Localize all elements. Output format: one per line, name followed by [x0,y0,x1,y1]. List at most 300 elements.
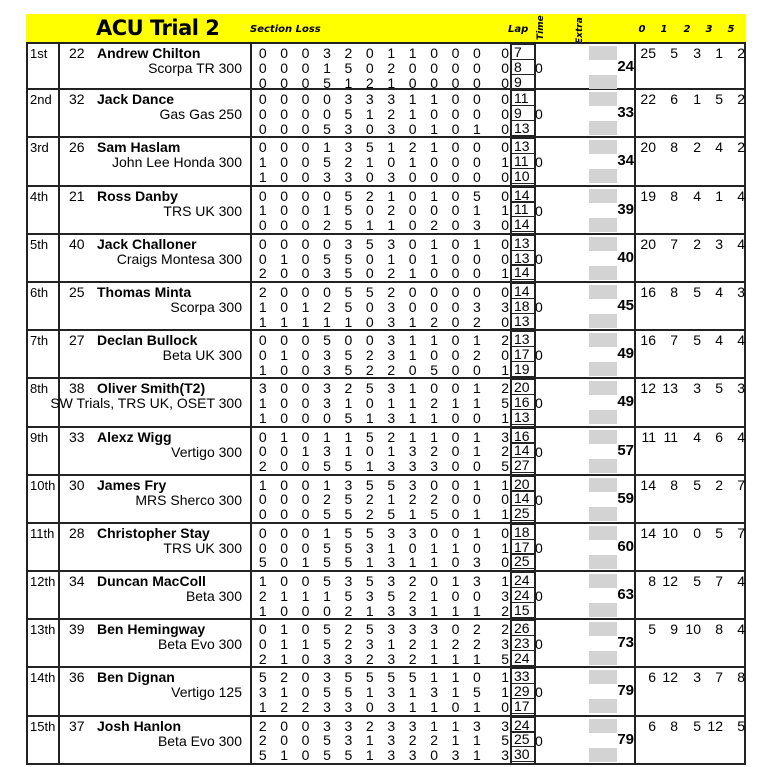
lap-scores-row [252,718,510,734]
lap-totals [510,428,536,474]
tally-count: 8 [670,139,678,156]
section-score: 1 [501,154,510,171]
section-score: 1 [473,443,481,460]
section-score: 2 [501,380,510,397]
section-score: 3 [365,91,374,108]
rider-row [26,668,746,716]
section-score: 5 [344,539,353,556]
section-score: 0 [451,621,460,638]
section-score: 5 [387,506,396,523]
lap-total: 23 [512,635,535,651]
section-score: 3 [387,650,396,667]
section-score: 2 [365,74,374,91]
lap-scores-row [252,217,510,233]
lap-total: 27 [512,457,535,473]
lap-totals [510,572,536,618]
lap-totals [510,379,536,425]
position: 3rd [28,138,60,184]
rider-row [26,235,746,283]
lap-scores-row [252,603,510,619]
section-score: 5 [365,380,374,397]
section-score: 1 [387,187,396,204]
section-score: 1 [430,139,438,156]
lap-scores-row [252,554,510,570]
section-score: 0 [501,235,510,252]
section-score: 5 [323,120,331,137]
section-score: 5 [344,491,353,508]
section-score: 3 [387,380,396,397]
section-score: 1 [387,250,396,267]
section-score: 1 [451,684,460,701]
section-score: 5 [344,59,353,76]
section-score: 0 [301,168,310,185]
lap-total: 9 [512,74,535,90]
lap-scores-row [252,573,510,589]
tally-count: 5 [648,621,656,638]
total-score: 34 [617,152,634,170]
section-score: 5 [323,684,331,701]
section-score: 2 [387,283,396,300]
section-score: 0 [501,699,510,716]
section-score: 1 [365,217,374,234]
rider-name: Jack Dance [97,91,175,108]
section-score: 1 [387,217,396,234]
section-score: 1 [408,313,417,330]
section-score: 0 [473,361,481,378]
section-score: 1 [408,380,417,397]
section-score: 0 [258,346,267,363]
section-score: 3 [387,717,396,734]
lap-scores-row [252,684,510,700]
section-score: 0 [473,91,481,108]
section-score: 0 [430,346,438,363]
lap-total: 13 [512,120,535,136]
section-score: 3 [387,699,396,716]
score-tally [634,620,748,666]
section-score: 0 [451,217,460,234]
position: 6th [28,283,60,329]
section-score: 3 [323,265,331,282]
section-score: 5 [365,235,374,252]
section-score: 1 [451,602,460,619]
section-score: 2 [430,217,438,234]
section-score: 0 [501,105,510,122]
section-score: 0 [473,491,481,508]
section-score: 3 [430,458,438,475]
section-score: 0 [365,202,374,219]
rider-number: 25 [69,283,85,300]
section-score: 5 [323,154,331,171]
section-score: 1 [344,443,353,460]
tally-count: 8 [715,621,723,638]
section-score: 0 [258,621,267,638]
section-score: 1 [258,361,267,378]
section-score: 0 [301,91,310,108]
section-score: 0 [323,187,331,204]
section-score: 2 [365,491,374,508]
extra-cell [589,362,617,376]
section-score: 0 [451,235,460,252]
tally-count: 3 [715,235,723,252]
section-score: 0 [323,283,331,300]
lap-scores-row [252,669,510,685]
section-score: 0 [301,506,310,523]
section-score: 2 [344,45,353,61]
section-score: 0 [430,168,438,185]
rider-row [26,187,746,235]
tally-count: 7 [715,573,723,590]
section-scores [252,331,510,377]
section-score: 1 [408,154,417,171]
section-score: 0 [280,554,289,571]
section-score: 1 [408,105,417,122]
score-tally [634,331,748,377]
section-score: 1 [408,409,417,426]
section-score: 0 [451,428,460,445]
section-score: 0 [451,139,460,156]
section-score: 0 [258,332,267,349]
tally-count: 4 [737,573,745,590]
section-score: 5 [344,669,353,686]
section-score: 1 [430,636,438,653]
lap-total: 14 [512,264,535,280]
tally-count: 16 [640,332,656,349]
section-score: 0 [258,636,267,653]
section-score: 0 [365,250,374,267]
section-score: 1 [258,699,267,716]
section-score: 0 [301,139,310,156]
section-score: 3 [323,669,331,686]
count-header-1: 1 [660,24,668,35]
lap-totals [510,476,536,522]
section-score: 1 [430,699,438,716]
section-score: 0 [408,74,417,91]
section-score: 0 [451,298,460,315]
lap-total: 29 [512,683,535,699]
section-score: 1 [280,636,289,653]
position: 14th [28,668,60,714]
section-score: 0 [408,120,417,137]
section-score: 0 [501,554,510,571]
rider-number: 32 [69,91,85,108]
section-score: 1 [430,409,438,426]
section-score: 1 [451,539,460,556]
section-score: 3 [344,650,353,667]
score-tally [634,476,748,522]
section-score: 1 [501,684,510,701]
tally-count: 4 [693,428,701,445]
score-tally [634,717,748,763]
total-score: 60 [617,537,634,555]
section-score: 0 [280,524,289,541]
lap-scores-row [252,188,510,204]
score-tally [634,138,748,184]
section-score: 0 [473,265,481,282]
results-table [26,42,746,765]
section-score: 2 [473,636,481,653]
lap-total: 33 [512,668,535,684]
section-score: 0 [501,491,510,508]
section-score: 0 [473,458,481,475]
tally-count: 5 [670,45,678,61]
section-score: 1 [408,428,417,445]
rider-row [26,42,746,90]
section-score: 3 [344,476,353,493]
section-score: 1 [473,699,481,716]
section-score: 1 [430,602,438,619]
position: 10th [28,476,60,522]
section-score: 2 [258,587,267,604]
section-loss-label: Section Loss [250,24,321,35]
rider-row [26,620,746,668]
section-score: 0 [258,74,267,91]
section-score: 2 [387,265,396,282]
section-score: 0 [280,443,289,460]
section-score: 0 [451,409,460,426]
section-score: 1 [473,202,481,219]
section-score: 0 [280,217,289,234]
section-score: 0 [501,45,510,61]
section-score: 3 [408,524,417,541]
section-score: 3 [344,120,353,137]
lap-scores-row [252,621,510,637]
extra-cell [589,507,617,521]
section-score: 2 [301,699,310,716]
lap-totals [510,331,536,377]
section-score: 0 [430,380,438,397]
extra-cell [589,218,617,232]
extra-cell [589,748,617,762]
rider-name: Josh Hanlon [97,717,182,734]
lap-label: Lap [508,24,529,35]
tally-count: 9 [670,621,678,638]
section-score: 1 [323,428,331,445]
tally-count: 2 [693,139,701,156]
section-score: 0 [323,235,331,252]
section-score: 0 [365,45,374,61]
section-score: 1 [430,428,438,445]
section-score: 1 [258,298,267,315]
lap-total: 13 [512,250,535,266]
count-header-3: 3 [705,24,713,35]
tally-count: 5 [693,332,701,349]
section-score: 5 [365,573,374,590]
section-score: 0 [301,45,310,61]
section-score: 2 [258,283,267,300]
section-score: 0 [344,332,353,349]
section-score: 0 [301,120,310,137]
section-score: 3 [387,120,396,137]
rider-number: 21 [69,187,85,204]
section-score: 0 [280,120,289,137]
section-score: 2 [365,506,374,523]
section-score: 2 [408,732,417,749]
section-score: 0 [258,524,267,541]
section-score: 1 [408,346,417,363]
section-score: 0 [301,747,310,764]
total-score: 24 [617,58,634,75]
section-score: 0 [473,168,481,185]
tally-count: 12 [707,717,723,734]
rider-bike: Beta UK 300 [162,347,242,364]
section-score: 1 [473,235,481,252]
section-score: 3 [473,217,481,234]
section-score: 0 [365,59,374,76]
lap-total: 24 [512,587,535,603]
lap-scores-row [252,91,510,107]
time-penalty: 0 [535,202,543,219]
section-score: 0 [258,105,267,122]
lap-scores-row [252,60,510,76]
section-score: 3 [473,298,481,315]
section-score: 1 [473,120,481,137]
section-score: 0 [430,747,438,764]
section-score: 0 [258,91,267,108]
section-score: 2 [408,139,417,156]
rider-number: 33 [69,428,85,445]
section-score: 1 [408,332,417,349]
section-score: 0 [280,573,289,590]
section-score: 1 [387,74,396,91]
section-score: 0 [473,139,481,156]
section-score: 5 [323,554,331,571]
section-score: 0 [473,669,481,686]
section-score: 0 [258,187,267,204]
lap-total: 24 [512,650,535,666]
section-score: 2 [344,621,353,638]
section-score: 0 [280,59,289,76]
section-score: 0 [280,235,289,252]
rider-row [26,331,746,379]
section-score: 0 [258,491,267,508]
section-score: 1 [430,187,438,204]
section-score: 5 [344,524,353,541]
section-score: 0 [301,602,310,619]
tally-count: 12 [662,669,678,686]
section-score: 1 [323,59,331,76]
section-score: 5 [344,283,353,300]
rider-bike: Beta Evo 300 [157,732,242,749]
section-score: 3 [387,554,396,571]
section-score: 0 [280,332,289,349]
rider-bike: Scorpa TR 300 [148,60,242,76]
section-score: 0 [451,506,460,523]
section-score: 0 [430,74,438,91]
section-score: 3 [387,524,396,541]
tally-count: 6 [648,669,656,686]
lap-scores-row [252,443,510,459]
tally-count: 2 [737,45,745,61]
position: 9th [28,428,60,474]
lap-total: 14 [512,216,535,232]
tally-count: 22 [640,91,656,108]
section-score: 5 [473,684,481,701]
section-score: 3 [323,395,331,412]
tally-count: 6 [670,91,678,108]
section-score: 0 [280,187,289,204]
section-score: 0 [280,476,289,493]
section-score: 1 [430,669,438,686]
tally-count: 4 [737,187,745,204]
section-score: 0 [451,524,460,541]
section-score: 1 [280,250,289,267]
section-score: 1 [387,395,396,412]
tally-count: 4 [715,332,723,349]
section-score: 1 [301,298,310,315]
total-score: 39 [617,200,634,218]
section-score: 3 [387,235,396,252]
tally-count: 8 [670,187,678,204]
tally-count: 12 [662,573,678,590]
section-score: 5 [344,217,353,234]
section-score: 0 [365,699,374,716]
section-score: 0 [430,476,438,493]
section-score: 0 [473,250,481,267]
section-score: 0 [258,217,267,234]
section-score: 3 [387,313,396,330]
section-score: 2 [258,717,267,734]
section-score: 2 [430,491,438,508]
section-score: 0 [280,409,289,426]
section-score: 5 [323,74,331,91]
section-score: 0 [258,428,267,445]
tally-count: 1 [715,187,723,204]
section-score: 2 [258,732,267,749]
tally-count: 1 [693,91,701,108]
section-score: 1 [280,621,289,638]
section-score: 1 [473,476,481,493]
section-score: 0 [451,91,460,108]
tally-count: 2 [693,235,701,252]
tally-count: 3 [693,380,701,397]
section-score: 3 [387,602,396,619]
tally-count: 4 [737,332,745,349]
section-score: 0 [430,524,438,541]
section-score: 0 [473,154,481,171]
rider-bike: Vertigo 300 [171,443,242,460]
section-score: 1 [387,139,396,156]
section-score: 3 [473,554,481,571]
section-score: 1 [258,154,267,171]
rider-number: 38 [69,380,85,397]
lap-total: 14 [512,490,535,506]
section-score: 3 [387,409,396,426]
total-score: 73 [617,634,634,652]
section-score: 0 [280,105,289,122]
tally-count: 2 [737,91,745,108]
section-score: 0 [301,332,310,349]
lap-total: 25 [512,505,535,521]
section-score: 1 [501,361,510,378]
score-tally [634,379,748,425]
section-score: 1 [501,202,510,219]
section-score: 1 [408,554,417,571]
section-score: 0 [451,265,460,282]
section-score: 0 [301,395,310,412]
total-score: 79 [617,730,634,748]
section-score: 3 [323,168,331,185]
extra-cell [589,603,617,617]
section-score: 0 [430,573,438,590]
score-tally [634,187,748,233]
section-score: 0 [473,539,481,556]
lap-scores-row [252,699,510,715]
section-score: 1 [430,120,438,137]
section-score: 5 [501,732,510,749]
section-score: 1 [430,332,438,349]
extra-cell [589,651,617,665]
section-score: 1 [365,602,374,619]
